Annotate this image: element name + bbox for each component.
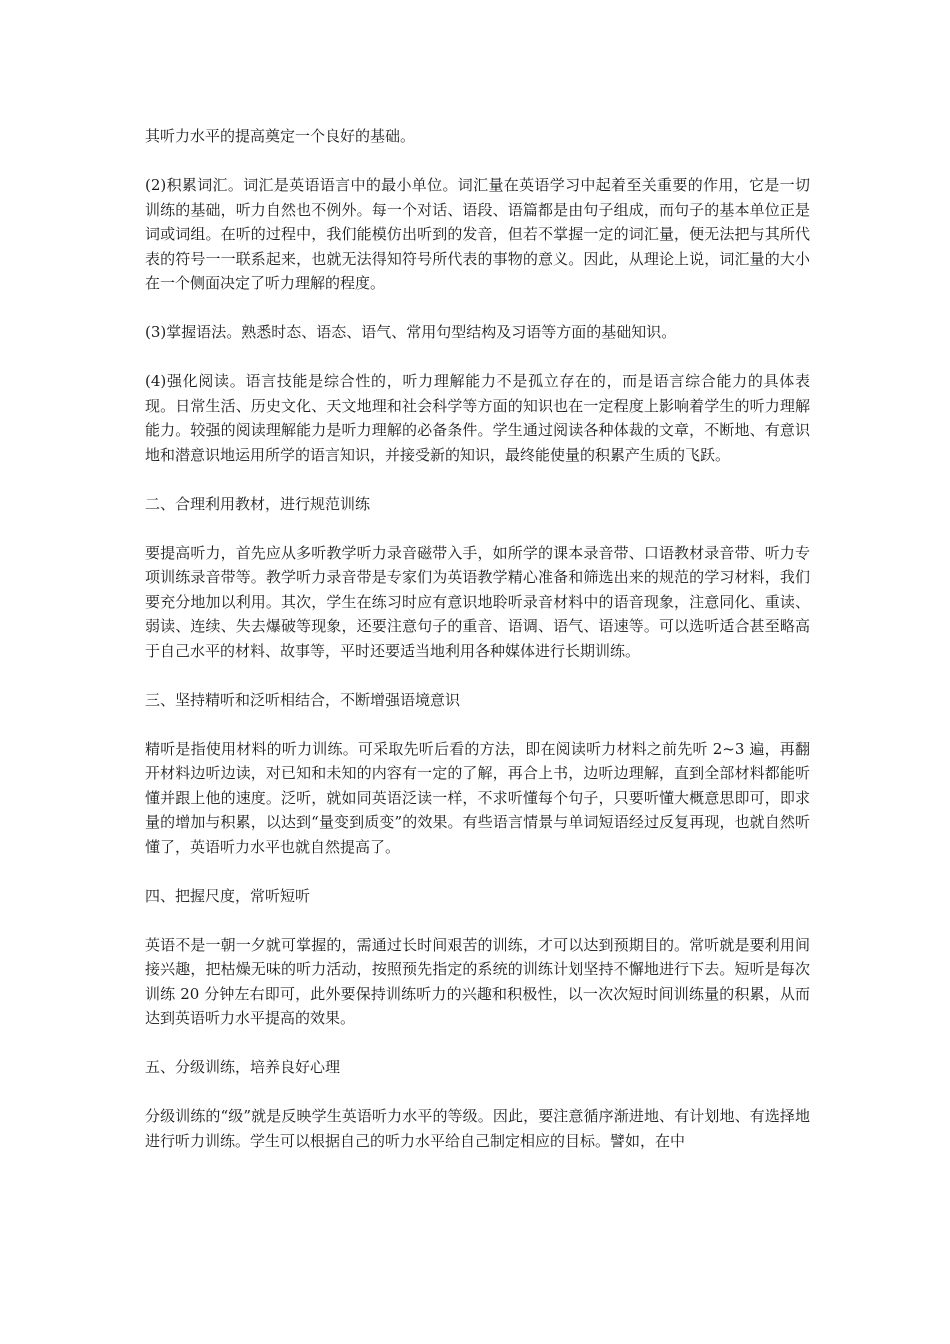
paragraph-gap: [145, 345, 810, 370]
paragraph-gap: [145, 859, 810, 884]
paragraph-frequent-short: 英语不是一朝一夕就可掌握的，需通过长时间艰苦的训练，才可以达到预期目的。常听就是要利用间接兴趣，把枯燥无味的听力活动，按照预先指定的系统的训练计划坚持不懈地进行下去。短听是每次训练 20 分钟左右即可，此外要保持训练听力的兴趣和积极性，以一次次短时间训练量的积累，从而达到英语听力水平提高的效果。: [145, 935, 810, 1027]
paragraph-intro-tail: 其听力水平的提高奠定一个良好的基础。: [145, 127, 416, 145]
paragraph-gap: [145, 663, 810, 688]
paragraph-vocabulary: (2)积累词汇。词汇是英语语言中的最小单位。词汇量在英语学习中起着至关重要的作用，它是一切训练的基础，听力自然也不例外。每一个对话、语段、语篇都是由句子组成，而句子的基本单位正是词或词组。在听的过程中，我们能模仿出听到的发音，但若不掌握一定的词汇量，便无法把与其所代表的符号一一联系起来，也就无法得知符号所代表的事物的意义。因此，从理论上说，词汇量的大小在一个侧面决定了听力理解的程度。: [145, 176, 810, 292]
paragraph-intensive-extensive: 精听是指使用材料的听力训练。可采取先听后看的方法，即在阅读听力材料之前先听 2~3 遍，再翻开材料边听边读，对已知和未知的内容有一定的了解，再合上书，边听边理解，直到全部材料都能听懂并跟上他的速度。泛听，就如同英语泛读一样，不求听懂每个句子，只要听懂大概意思即可，即求量的增加与积累，以达到“量变到质变”的效果。有些语言情景与单词短语经过反复再现，也就自然听懂了，英语听力水平也就自然提高了。: [145, 739, 810, 856]
paragraph-gap: [145, 1031, 810, 1056]
paragraph-gap: [145, 712, 810, 737]
section-heading-3: 三、坚持精听和泛听相结合，不断增强语境意识: [145, 690, 461, 709]
section-heading-2: 二、合理利用教材，进行规范训练: [145, 494, 371, 513]
paragraph-gap: [145, 908, 810, 933]
paragraph-gap: [145, 149, 810, 174]
document-page: [145, 124, 810, 1153]
paragraph-grammar: (3)掌握语法。熟悉时态、语态、语气、常用句型结构及习语等方面的基础知识。: [145, 323, 677, 341]
paragraph-graded-training: 分级训练的“级”就是反映学生英语听力水平的等级。因此，要注意循序渐进地、有计划地、有选择地进行听力训练。学生可以根据自己的听力水平给自己制定相应的目标。譬如，在中: [145, 1107, 810, 1150]
paragraph-reading: (4)强化阅读。语言技能是综合性的，听力理解能力不是孤立存在的，而是语言综合能力的具体表现。日常生活、历史文化、天文地理和社会科学等方面的知识也在一定程度上影响着学生的听力理解能力。较强的阅读理解能力是听力理解的必备条件。学生通过阅读各种体裁的文章，不断地、有意识地和潜意识地运用所学的语言知识，并接受新的知识，最终能使量的积累产生质的飞跃。: [145, 372, 810, 464]
paragraph-gap: [145, 516, 810, 541]
paragraph-gap: [145, 467, 810, 492]
paragraph-gap: [145, 296, 810, 321]
paragraph-gap: [145, 1080, 810, 1105]
section-heading-4: 四、把握尺度，常听短听: [145, 886, 311, 905]
paragraph-materials: 要提高听力，首先应从多听教学听力录音磁带入手，如所学的课本录音带、口语教材录音带、听力专项训练录音带等。教学听力录音带是专家们为英语教学精心准备和筛选出来的规范的学习材料，我们要充分地加以利用。其次，学生在练习时应有意识地聆听录音材料中的语音现象，注意同化、重读、弱读、连续、失去爆破等现象，还要注意句子的重音、语调、语气、语速等。可以选听适合甚至略高于自己水平的材料、故事等，平时还要适当地利用各种媒体进行长期训练。: [145, 543, 810, 660]
section-heading-5: 五、分级训练，培养良好心理: [145, 1058, 341, 1076]
